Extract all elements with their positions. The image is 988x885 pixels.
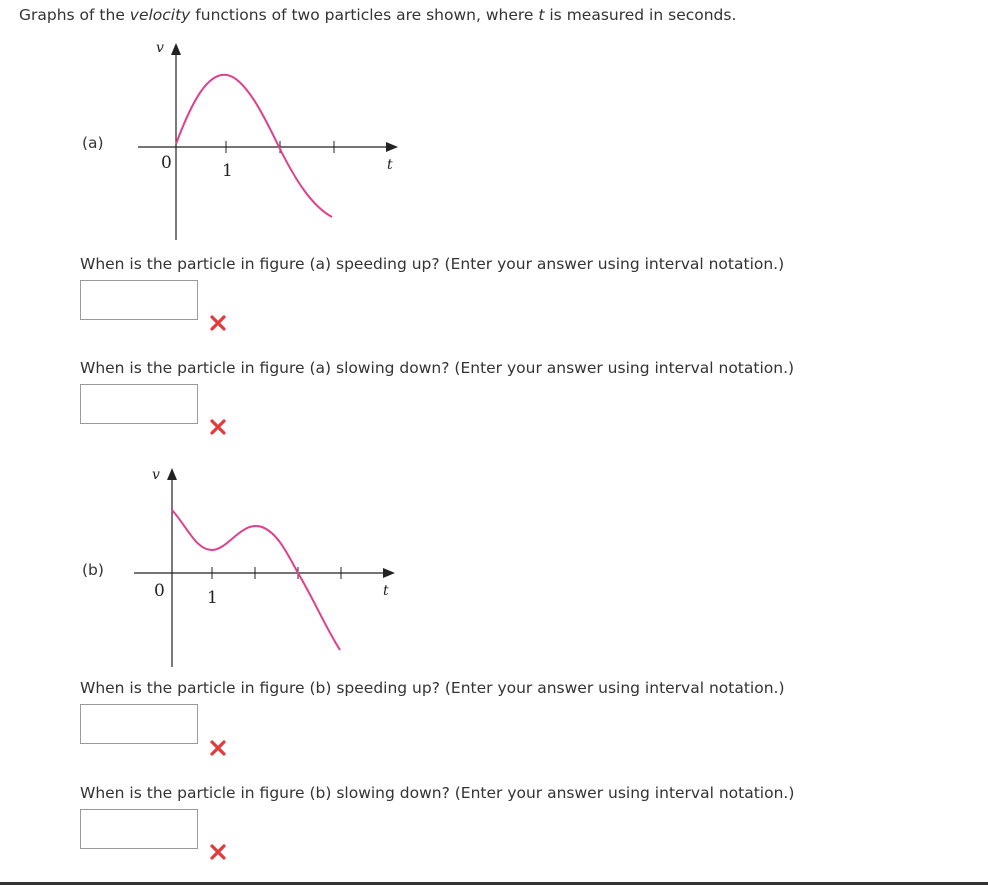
- intro-emphasis: velocity: [129, 6, 191, 24]
- t-axis-arrow: [386, 142, 398, 152]
- figure-a-label: (a): [82, 134, 104, 152]
- intro-part: Graphs of the: [19, 6, 130, 24]
- answer-input-a-slowing-down[interactable]: [80, 384, 198, 424]
- intro-part: functions of two particles are shown, where: [190, 6, 539, 24]
- velocity-curve: [172, 510, 340, 650]
- tick-label: 1: [222, 161, 233, 181]
- answer-input-a-speeding-up[interactable]: [80, 280, 198, 320]
- tick-label: 1: [207, 588, 218, 608]
- question-a-speeding-up: When is the particle in figure (a) speeding up? (Enter your answer using interval notation.): [80, 255, 785, 273]
- v-axis-arrow: [171, 43, 181, 55]
- t-axis-label: t: [387, 157, 393, 173]
- intro-variable: t: [538, 6, 545, 24]
- v-axis-label: v: [152, 467, 160, 483]
- figure-b-graph: [126, 460, 406, 670]
- answer-input-b-slowing-down[interactable]: [80, 809, 198, 849]
- v-axis-arrow: [167, 468, 177, 480]
- t-axis-arrow: [383, 568, 395, 578]
- figure-a-graph: [130, 35, 410, 245]
- origin-label: 0: [154, 581, 165, 601]
- incorrect-x-icon: [209, 418, 227, 436]
- question-a-slowing-down: When is the particle in figure (a) slowing down? (Enter your answer using interval notation.): [80, 359, 795, 377]
- incorrect-x-icon: [209, 314, 227, 332]
- incorrect-x-icon: [209, 843, 227, 861]
- t-axis-label: t: [383, 583, 389, 599]
- intro-text: [19, 5, 736, 25]
- question-b-slowing-down: When is the particle in figure (b) slowing down? (Enter your answer using interval notation.): [80, 784, 795, 802]
- velocity-curve: [176, 75, 332, 217]
- question-b-speeding-up: When is the particle in figure (b) speeding up? (Enter your answer using interval notation.): [80, 679, 785, 697]
- incorrect-x-icon: [209, 739, 227, 757]
- origin-label: 0: [161, 153, 172, 173]
- answer-input-b-speeding-up[interactable]: [80, 704, 198, 744]
- intro-part: is measured in seconds.: [544, 6, 737, 24]
- figure-b-label: (b): [82, 561, 104, 579]
- v-axis-label: v: [156, 40, 164, 56]
